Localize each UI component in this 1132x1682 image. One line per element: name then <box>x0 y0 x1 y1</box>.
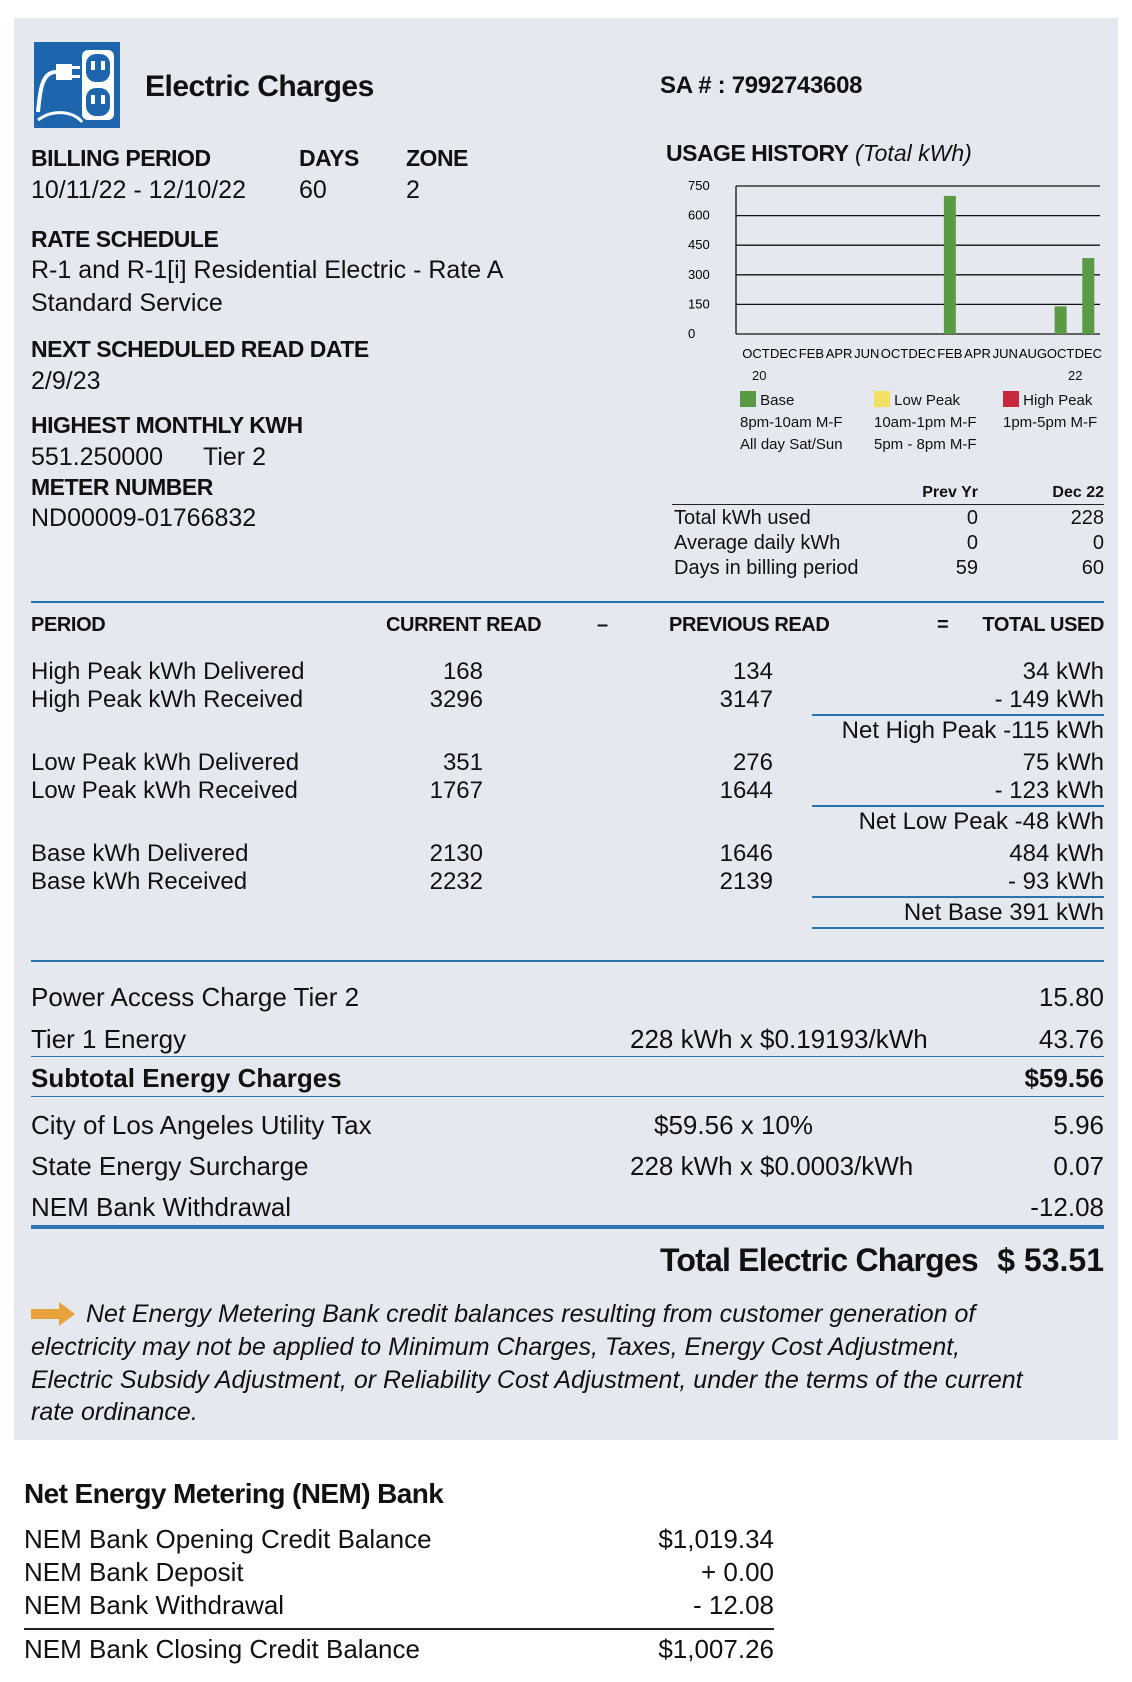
read-row-total: 484 kWh <box>1009 840 1104 867</box>
rate-schedule-label: RATE SCHEDULE <box>31 226 219 252</box>
usage-history-title <box>666 140 972 167</box>
read-row-total: 75 kWh <box>1022 749 1104 776</box>
rate-schedule-line2: Standard Service <box>31 289 223 317</box>
reads-period-header: PERIOD <box>31 614 106 636</box>
billing-period-value: 10/11/22 - 12/10/22 <box>31 176 246 204</box>
days-value: 60 <box>299 176 327 204</box>
read-row-previous: 276 <box>732 749 773 776</box>
tier1-amount: 43.76 <box>1038 1024 1104 1054</box>
section-divider <box>31 960 1104 962</box>
read-row-label: Base kWh Delivered <box>31 840 249 867</box>
usage-history-chart <box>688 178 1110 393</box>
net-high-peak: Net High Peak -115 kWh <box>841 717 1104 744</box>
comparison-prev-value: 59 <box>955 557 978 579</box>
read-row-label: High Peak kWh Received <box>31 686 304 713</box>
comparison-row-label: Days in billing period <box>674 557 859 579</box>
read-row-label: Base kWh Received <box>31 868 248 895</box>
reads-equals-sign: = <box>937 614 949 636</box>
net-divider <box>812 927 1104 929</box>
nem-bank-row-label: NEM Bank Deposit <box>24 1557 244 1587</box>
note-line1: Net Energy Metering Bank credit balances resulting from customer generation of <box>86 1300 976 1328</box>
chart-x-tick-label: OCT <box>742 346 770 361</box>
legend-base-time2: All day Sat/Sun <box>740 436 843 453</box>
nem-bank-row-amount: - 12.08 <box>693 1590 774 1620</box>
state-surcharge-calculation: 228 kWh x $0.0003/kWh <box>630 1151 914 1181</box>
utility-tax-amount: 5.96 <box>1053 1110 1104 1140</box>
legend-high-peak-time1: 1pm-5pm M-F <box>1003 414 1098 431</box>
chart-y-tick-label: 300 <box>688 266 710 282</box>
legend-base-name: Base <box>760 392 795 409</box>
chart-y-tick-label: 0 <box>688 326 696 341</box>
read-row-current: 351 <box>442 749 483 776</box>
net-base: Net Base 391 kWh <box>903 899 1104 926</box>
chart-y-tick-label: 600 <box>688 207 710 223</box>
section-divider <box>31 601 1104 603</box>
nem-closing-label: NEM Bank Closing Credit Balance <box>24 1634 420 1664</box>
read-row-label: Low Peak kWh Delivered <box>31 749 300 776</box>
comparison-curr-value: 0 <box>1092 532 1104 554</box>
utility-tax-calculation: $59.56 x 10% <box>654 1110 814 1140</box>
chart-bar <box>1055 306 1067 334</box>
comparison-prev-value: 0 <box>966 532 978 554</box>
rate-schedule-line1: R-1 and R-1[i] Residential Electric - Rate A <box>31 256 504 284</box>
subtotal-amount: $59.56 <box>1024 1063 1104 1093</box>
nem-bank-row-amount: $1,019.34 <box>658 1524 774 1554</box>
comparison-labels <box>674 506 859 581</box>
nem-bank-divider <box>24 1628 774 1630</box>
legend-base-swatch <box>740 391 756 407</box>
next-read-label: NEXT SCHEDULED READ DATE <box>31 336 369 362</box>
chart-bar <box>944 196 956 334</box>
legend-low-peak <box>874 390 977 456</box>
read-row-previous: 3147 <box>719 686 773 713</box>
note-line4: rate ordinance. <box>31 1398 198 1426</box>
legend-base <box>740 390 843 456</box>
charges-divider <box>31 1056 1104 1057</box>
chart-x-tick-label: OCT <box>1046 346 1075 361</box>
nem-closing-amount: $1,007.26 <box>658 1634 774 1664</box>
read-row-current: 168 <box>442 658 483 685</box>
total-label: Total Electric Charges <box>660 1242 978 1278</box>
usage-history-svg <box>688 178 1110 388</box>
comparison-curr-values <box>1000 506 1104 581</box>
read-row-total: - 93 kWh <box>1007 868 1104 895</box>
read-row-previous: 134 <box>732 658 773 685</box>
read-row-current: 2130 <box>429 840 483 867</box>
meter-number-label: METER NUMBER <box>31 474 213 500</box>
page-title: Electric Charges <box>145 70 374 103</box>
plug-outlet-icon <box>34 42 120 128</box>
highest-kwh-label: HIGHEST MONTHLY KWH <box>31 412 303 438</box>
highest-kwh-tier: Tier 2 <box>203 443 266 471</box>
next-read-value: 2/9/23 <box>31 367 101 395</box>
highest-kwh-value: 551.250000 <box>31 443 164 471</box>
legend-high-peak <box>1003 390 1097 434</box>
arrow-right-icon <box>31 1302 71 1322</box>
reads-current-header: CURRENT READ <box>386 614 542 636</box>
service-account-number: SA # : 7992743608 <box>660 72 863 99</box>
read-row-previous: 1646 <box>719 840 773 867</box>
read-row-total: 34 kWh <box>1022 658 1104 685</box>
power-access-amount: 15.80 <box>1038 982 1104 1012</box>
read-row-label: High Peak kWh Delivered <box>31 658 305 685</box>
note-line3: Electric Subsidy Adjustment, or Reliability Cost Adjustment, under the terms of the current <box>31 1366 1023 1394</box>
tier1-label: Tier 1 Energy <box>31 1024 187 1054</box>
chart-x-tick-label: FEB <box>937 346 963 361</box>
utility-tax-label: City of Los Angeles Utility Tax <box>31 1110 372 1140</box>
read-row-total: - 149 kWh <box>994 686 1104 713</box>
reads-total-header: TOTAL USED <box>982 614 1104 636</box>
comparison-curr-value: 228 <box>1070 507 1104 529</box>
chart-x-tick-label: DEC <box>769 346 798 361</box>
read-row-label: Low Peak kWh Received <box>31 777 298 804</box>
nem-bank-amounts <box>574 1523 774 1622</box>
net-divider <box>812 805 1104 807</box>
power-access-label: Power Access Charge Tier 2 <box>31 982 360 1012</box>
read-row-current: 1767 <box>429 777 483 804</box>
read-row-current: 2232 <box>429 868 483 895</box>
chart-x-tick-label: OCT <box>880 346 909 361</box>
net-divider <box>812 896 1104 898</box>
legend-low-peak-name: Low Peak <box>894 392 961 409</box>
note-line2: electricity may not be applied to Minimum Charges, Taxes, Energy Cost Adjustment, <box>31 1333 961 1361</box>
legend-low-peak-time2: 5pm - 8pm M-F <box>874 436 977 453</box>
chart-bar <box>1082 258 1094 334</box>
nem-bank-row-label: NEM Bank Withdrawal <box>24 1590 285 1620</box>
comparison-curr-header: Dec 22 <box>1052 484 1104 501</box>
zone-value: 2 <box>406 176 420 204</box>
days-label: DAYS <box>299 145 359 171</box>
nem-bank-title: Net Energy Metering (NEM) Bank <box>24 1478 444 1509</box>
chart-x-tick-label: APR <box>825 346 853 361</box>
legend-high-peak-name: High Peak <box>1023 392 1093 409</box>
reads-minus-sign: – <box>597 614 609 636</box>
net-divider <box>812 714 1104 716</box>
comparison-prev-header: Prev Yr <box>922 484 978 501</box>
net-low-peak: Net Low Peak -48 kWh <box>858 808 1104 835</box>
nem-bank-row-amount: + 0.00 <box>700 1557 774 1587</box>
comparison-row-label: Total kWh used <box>674 507 811 529</box>
legend-high-peak-swatch <box>1003 391 1019 407</box>
read-row-current: 3296 <box>429 686 483 713</box>
read-row-previous: 1644 <box>719 777 773 804</box>
chart-x-tick-label: AUG <box>1018 346 1048 361</box>
chart-x-tick-label: DEC <box>1074 346 1103 361</box>
chart-y-tick-label: 150 <box>688 296 710 312</box>
chart-y-tick-label: 750 <box>688 178 710 193</box>
comparison-curr-value: 60 <box>1081 557 1104 579</box>
comparison-divider <box>672 504 1104 505</box>
subtotal-label: Subtotal Energy Charges <box>31 1063 342 1093</box>
chart-year-start: 20 <box>752 368 767 383</box>
plug-outlet-logo <box>34 42 120 128</box>
nem-withdrawal-amount: -12.08 <box>1030 1192 1104 1222</box>
total-amount: $ 53.51 <box>997 1242 1104 1278</box>
read-row-total: - 123 kWh <box>994 777 1104 804</box>
read-row-previous: 2139 <box>719 868 773 895</box>
state-surcharge-label: State Energy Surcharge <box>31 1151 309 1181</box>
legend-base-time1: 8pm-10am M-F <box>740 414 843 431</box>
meter-number-value: ND00009-01766832 <box>31 504 257 532</box>
usage-history-heading: USAGE HISTORY <box>666 140 849 166</box>
chart-y-tick-label: 450 <box>688 237 710 253</box>
state-surcharge-amount: 0.07 <box>1053 1151 1104 1181</box>
tier1-calculation: 228 kWh x $0.19193/kWh <box>630 1024 928 1054</box>
reads-previous-header: PREVIOUS READ <box>669 614 830 636</box>
total-divider <box>31 1225 1104 1229</box>
comparison-row-label: Average daily kWh <box>674 532 841 554</box>
nem-withdrawal-label: NEM Bank Withdrawal <box>31 1192 292 1222</box>
legend-low-peak-time1: 10am-1pm M-F <box>874 414 977 431</box>
nem-bank-row-label: NEM Bank Opening Credit Balance <box>24 1524 432 1554</box>
chart-x-tick-label: JUN <box>854 346 880 361</box>
chart-x-tick-label: APR <box>964 346 991 361</box>
charges-divider <box>31 1096 1104 1097</box>
chart-year-end: 22 <box>1068 368 1083 383</box>
chart-x-tick-label: FEB <box>798 346 825 361</box>
chart-x-tick-label: DEC <box>908 346 936 361</box>
comparison-prev-value: 0 <box>966 507 978 529</box>
usage-history-unit: (Total kWh) <box>855 140 972 166</box>
chart-x-tick-label: JUN <box>992 346 1018 361</box>
nem-bank-labels <box>24 1523 432 1622</box>
zone-label: ZONE <box>406 145 468 171</box>
billing-period-label: BILLING PERIOD <box>31 145 211 171</box>
comparison-prev-values <box>900 506 978 581</box>
legend-low-peak-swatch <box>874 391 890 407</box>
